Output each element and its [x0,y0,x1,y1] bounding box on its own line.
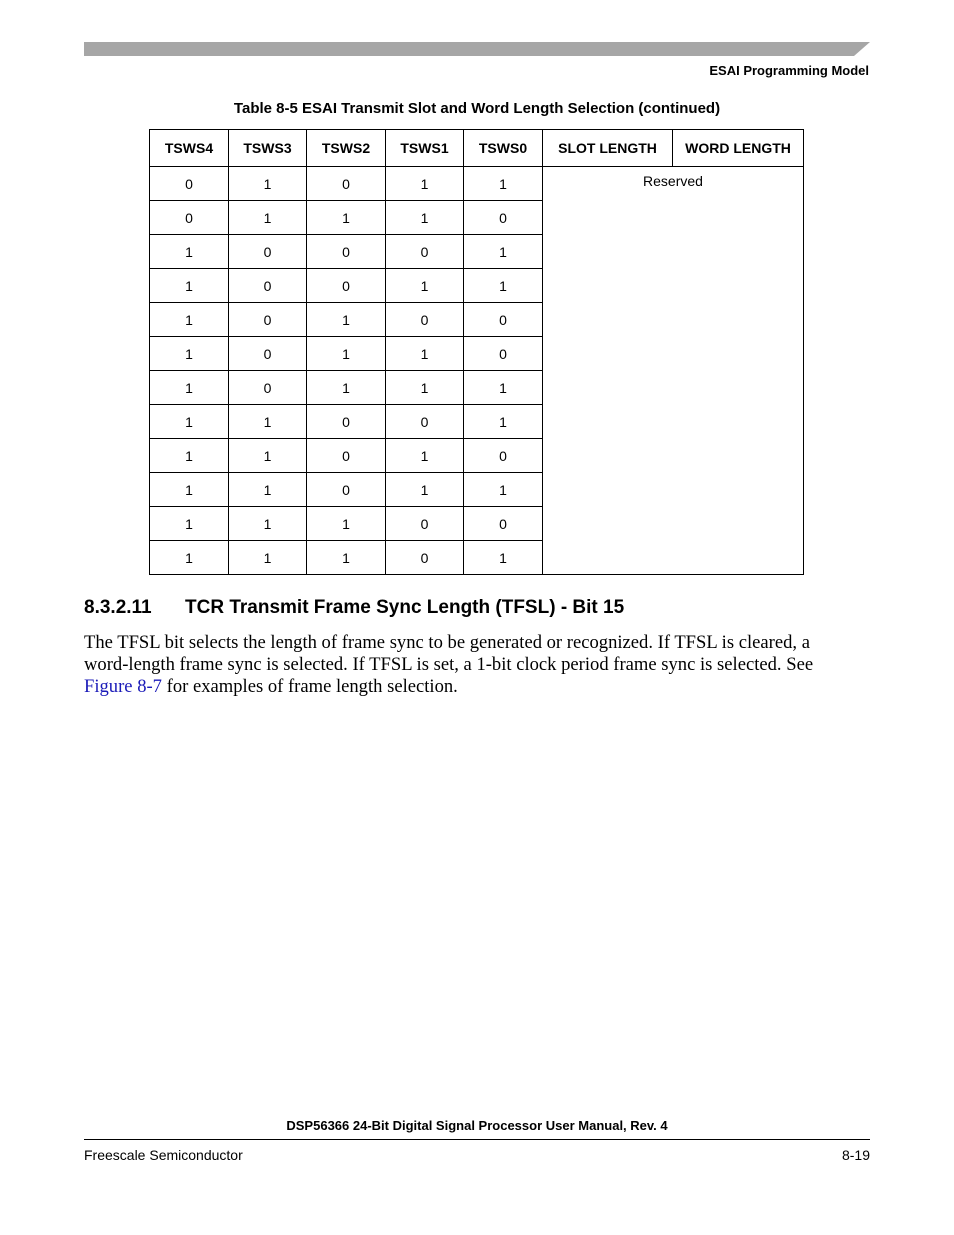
table-cell: 0 [386,235,464,269]
table-cell: 0 [307,269,386,303]
table-cell: 1 [464,405,543,439]
page-number: 8-19 [841,1147,870,1163]
section-number: 8.3.2.11 [84,597,152,618]
figure-link[interactable]: Figure 8-7 [84,676,162,697]
table-row [150,167,804,201]
footer-divider [84,1139,870,1140]
table-cell: 1 [386,439,464,473]
paragraph-text: The TFSL bit selects the length of frame sync to be generated or recognized. If TFSL is cleared, a word-length frame sync is selected. If TFSL is set, a 1-bit clock period frame sync is selected. See [84,632,814,675]
table-cell: 1 [150,337,229,371]
table-cell: 1 [229,439,307,473]
table-cell: 1 [464,473,543,507]
table-cell: 1 [150,371,229,405]
reserved-cell: Reserved [543,167,804,575]
column-header: TSWS1 [386,130,464,167]
table-cell: 1 [307,337,386,371]
table-cell: 0 [386,303,464,337]
table-cell: 1 [150,269,229,303]
table-cell: 1 [464,269,543,303]
table-cell: 1 [464,371,543,405]
table-cell: 1 [150,473,229,507]
body-paragraph [84,632,829,698]
section-title: TCR Transmit Frame Sync Length (TFSL) - Bit 15 [185,597,625,618]
table-cell: 1 [464,235,543,269]
table-cell: 1 [229,167,307,201]
column-header: WORD LENGTH [673,130,804,167]
table-cell: 0 [307,473,386,507]
table-cell: 1 [386,269,464,303]
slot-word-length-table [149,129,804,575]
table-cell: 0 [386,405,464,439]
table-cell: 0 [229,303,307,337]
table-cell: 0 [150,167,229,201]
table-cell: 0 [229,337,307,371]
table-cell: 0 [150,201,229,235]
table-cell: 0 [229,235,307,269]
table-cell: 1 [307,303,386,337]
table-cell: 1 [386,201,464,235]
table-header-row [150,130,804,167]
table-cell: 0 [464,303,543,337]
header-bar [84,42,870,56]
table-cell: 1 [150,303,229,337]
footer-company: Freescale Semiconductor [84,1147,243,1163]
table-caption: Table 8-5 ESAI Transmit Slot and Word Length Selection (continued) [233,100,721,117]
table-cell: 1 [464,167,543,201]
footer-document-title: DSP56366 24-Bit Digital Signal Processor User Manual, Rev. 4 [286,1118,668,1133]
table-cell: 1 [229,473,307,507]
table-cell: 1 [386,371,464,405]
table-cell: 0 [386,507,464,541]
table-cell: 0 [229,371,307,405]
table-cell: 1 [150,405,229,439]
table-cell: 1 [229,541,307,575]
table-cell: 1 [307,371,386,405]
table-cell: 1 [386,167,464,201]
table-cell: 1 [386,337,464,371]
table-cell: 1 [150,235,229,269]
table-cell: 0 [386,541,464,575]
table-cell: 0 [229,269,307,303]
table-cell: 1 [229,507,307,541]
running-header: ESAI Programming Model [709,63,869,78]
table-cell: 1 [464,541,543,575]
table-cell: 1 [229,201,307,235]
table-cell: 0 [307,405,386,439]
column-header: TSWS0 [464,130,543,167]
table-cell: 1 [307,201,386,235]
column-header: TSWS4 [150,130,229,167]
table-cell: 1 [307,541,386,575]
table-cell: 0 [307,167,386,201]
column-header: TSWS3 [229,130,307,167]
paragraph-text-end: for examples of frame length selection. [161,676,458,697]
table-cell: 1 [150,507,229,541]
table-cell: 1 [150,541,229,575]
table-cell: 1 [307,507,386,541]
table-cell: 0 [464,439,543,473]
column-header: SLOT LENGTH [543,130,673,167]
table-cell: 0 [307,235,386,269]
table-cell: 0 [464,337,543,371]
table-cell: 1 [229,405,307,439]
column-header: TSWS2 [307,130,386,167]
table-cell: 1 [150,439,229,473]
table-cell: 0 [464,507,543,541]
section-heading [84,597,624,619]
table-cell: 0 [307,439,386,473]
table-cell: 0 [464,201,543,235]
table-cell: 1 [386,473,464,507]
